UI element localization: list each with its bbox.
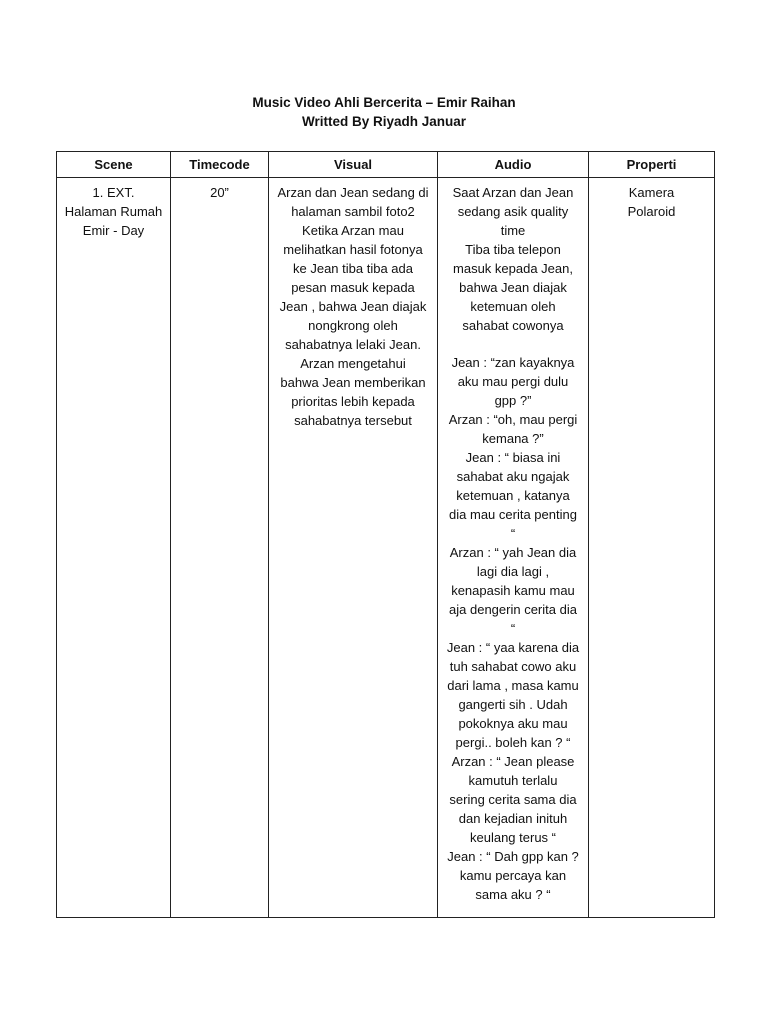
author-line: Writted By Riyadh Januar [301, 114, 467, 129]
cell-line: dan kejadian inituh [458, 811, 568, 826]
visual-cell [269, 178, 438, 918]
blank-line [444, 335, 582, 353]
cell-line: masuk kepada Jean, [453, 261, 573, 276]
cell-line: kenapasih kamu mau [451, 583, 575, 598]
header-timecode: Timecode [171, 152, 269, 178]
cell-line: aja dengerin cerita dia [449, 602, 577, 617]
cell-line: Jean : “ yaa karena dia [446, 640, 580, 655]
cell-line: aku mau pergi dulu [457, 374, 569, 389]
cell-line: Halaman Rumah [64, 204, 163, 219]
cell-line: Arzan mengetahui [300, 356, 406, 371]
cell-line: lagi dia lagi , [476, 564, 550, 579]
cell-line: prioritas lebih kepada [291, 394, 415, 409]
cell-line: sama aku ? “ [475, 887, 551, 902]
cell-line: 1. EXT. [92, 185, 135, 200]
cell-line: Jean : “ Dah gpp kan ? [447, 849, 579, 864]
cell-line: nongkrong oleh [308, 318, 398, 333]
cell-line: gpp ?” [494, 393, 532, 408]
cell-line: Ketika Arzan mau [302, 223, 404, 238]
script-table [56, 151, 715, 918]
timecode-cell [171, 178, 269, 918]
cell-line: sahabat aku ngajak [456, 469, 570, 484]
cell-line: Jean , bahwa Jean diajak [279, 299, 427, 314]
cell-line: ke Jean tiba tiba ada [293, 261, 413, 276]
header-properti: Properti [589, 152, 715, 178]
cell-line: ketemuan oleh [470, 299, 556, 314]
cell-line: sahabatnya lelaki Jean. [285, 337, 421, 352]
table-row [57, 178, 715, 918]
cell-line: sedang asik quality [457, 204, 569, 219]
cell-line: bahwa Jean memberikan [280, 375, 426, 390]
header-visual: Visual [269, 152, 438, 178]
cell-line: tuh sahabat cowo aku [449, 659, 577, 674]
cell-line: Kamera [628, 185, 675, 200]
document-title: Music Video Ahli Bercerita – Emir Raihan [252, 95, 516, 110]
properti-cell [589, 178, 715, 918]
cell-line: halaman sambil foto2 [291, 204, 415, 219]
cell-line: pokoknya aku mau [458, 716, 568, 731]
cell-line: bahwa Jean diajak [459, 280, 567, 295]
audio-cell [438, 178, 589, 918]
cell-line: Jean : “zan kayaknya [451, 355, 575, 370]
cell-line: sahabatnya tersebut [294, 413, 412, 428]
scene-cell [57, 178, 171, 918]
cell-line: Arzan : “ Jean please [451, 754, 575, 769]
cell-line: pesan masuk kepada [291, 280, 415, 295]
cell-line: Saat Arzan dan Jean [452, 185, 574, 200]
cell-line: melihatkan hasil fotonya [283, 242, 423, 257]
cell-line: “ [510, 621, 516, 636]
cell-line: sering cerita sama dia [449, 792, 577, 807]
header-audio: Audio [438, 152, 589, 178]
cell-line: Arzan : “oh, mau pergi [448, 412, 578, 427]
cell-line: pergi.. boleh kan ? “ [455, 735, 571, 750]
cell-line: Arzan : “ yah Jean dia [449, 545, 577, 560]
cell-line: keulang terus “ [470, 830, 556, 845]
cell-line: kemana ?” [482, 431, 544, 446]
cell-line: dari lama , masa kamu [447, 678, 579, 693]
cell-line: gangerti sih . Udah [458, 697, 568, 712]
cell-line: time [500, 223, 526, 238]
cell-line: Emir - Day [82, 223, 145, 238]
cell-line: kamu percaya kan [459, 868, 567, 883]
header-scene: Scene [57, 152, 171, 178]
cell-line: sahabat cowonya [462, 318, 564, 333]
cell-line: dia mau cerita penting [449, 507, 577, 522]
cell-line: kamutuh terlalu [468, 773, 558, 788]
cell-line: ketemuan , katanya [456, 488, 570, 503]
cell-line: “ [510, 526, 516, 541]
cell-line: Jean : “ biasa ini [465, 450, 561, 465]
cell-line: 20” [210, 185, 229, 200]
cell-line: Tiba tiba telepon [465, 242, 561, 257]
cell-line: Polaroid [627, 204, 676, 219]
header-row [57, 152, 715, 178]
cell-line: Arzan dan Jean sedang di [277, 185, 429, 200]
